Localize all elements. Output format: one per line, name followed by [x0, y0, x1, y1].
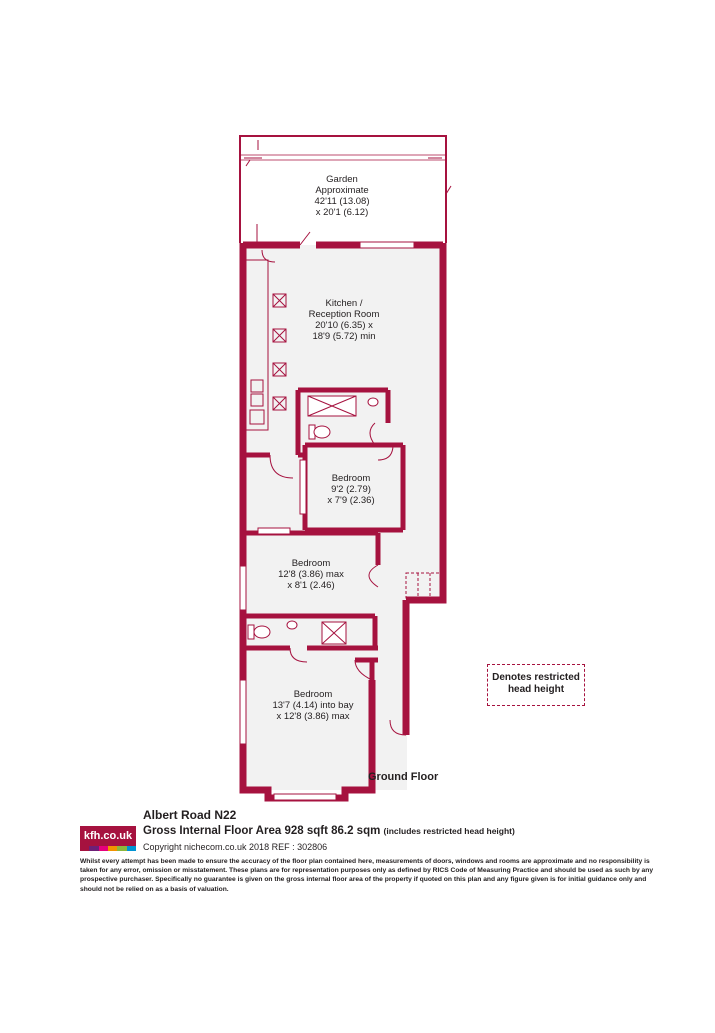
- bedroom1-name: Bedroom: [331, 473, 371, 484]
- garden-line2: Approximate: [315, 185, 369, 196]
- gross-area: [143, 825, 515, 837]
- bedroom1-label: [306, 473, 396, 506]
- bedroom3-dim1: 13'7 (4.14) into bay: [272, 700, 354, 711]
- property-address: Albert Road N22: [143, 808, 237, 822]
- restricted-legend: [487, 664, 585, 706]
- gross-area-note: (includes restricted head height): [383, 826, 515, 836]
- kitchen-dim1: 20'10 (6.35) x: [315, 320, 373, 331]
- logo-color-strip: [80, 846, 136, 851]
- legend-line2: head height: [507, 684, 565, 695]
- bedroom1-dim1: 9'2 (2.79): [331, 484, 371, 495]
- floor-label: Ground Floor: [368, 771, 439, 783]
- garden-dim2: x 20'1 (6.12): [315, 207, 369, 218]
- bedroom2-dim2: x 8'1 (2.46): [287, 580, 335, 591]
- bedroom3-name: Bedroom: [293, 689, 333, 700]
- logo-text: kfh.co.uk: [80, 826, 136, 846]
- bedroom2-dim1: 12'8 (3.86) max: [278, 569, 344, 580]
- kitchen-dim2: 18'9 (5.72) min: [312, 331, 376, 342]
- garden-name: Garden: [326, 174, 358, 185]
- gross-area-value: Gross Internal Floor Area 928 sqft 86.2 sqm: [143, 825, 381, 837]
- kitchen-label: [294, 298, 394, 342]
- garden-dim1: 42'11 (13.08): [314, 196, 370, 207]
- garden-label: [292, 174, 392, 218]
- copyright: Copyright nichecom.co.uk 2018 REF : 302806: [143, 842, 328, 852]
- kitchen-line2: Reception Room: [308, 309, 380, 320]
- bedroom2-name: Bedroom: [291, 558, 331, 569]
- kitchen-name: Kitchen /: [325, 298, 363, 309]
- legend-line1: Denotes restricted: [492, 672, 580, 683]
- bedroom3-dim2: x 12'8 (3.86) max: [276, 711, 350, 722]
- bedroom3-label: [258, 689, 368, 722]
- bedroom1-dim2: x 7'9 (2.36): [327, 495, 375, 506]
- disclaimer: Whilst every attempt has been made to ensure the accuracy of the floor plan contained here, measurements of doors, windows and rooms are approximate and no responsibility is taken for any error, omission or misstatement. These plans are for representation purposes only as defined by RICS Code of Measuring Practice and should be used as such by any prospective purchaser. Specifically no guarantee is given on the gross internal floor area of the property if quoted on this plan and any figure given is for initial guidance only and should not be relied on as a basis of valuation.: [80, 858, 654, 893]
- kfh-logo: [80, 826, 136, 852]
- bedroom2-label: [266, 558, 356, 591]
